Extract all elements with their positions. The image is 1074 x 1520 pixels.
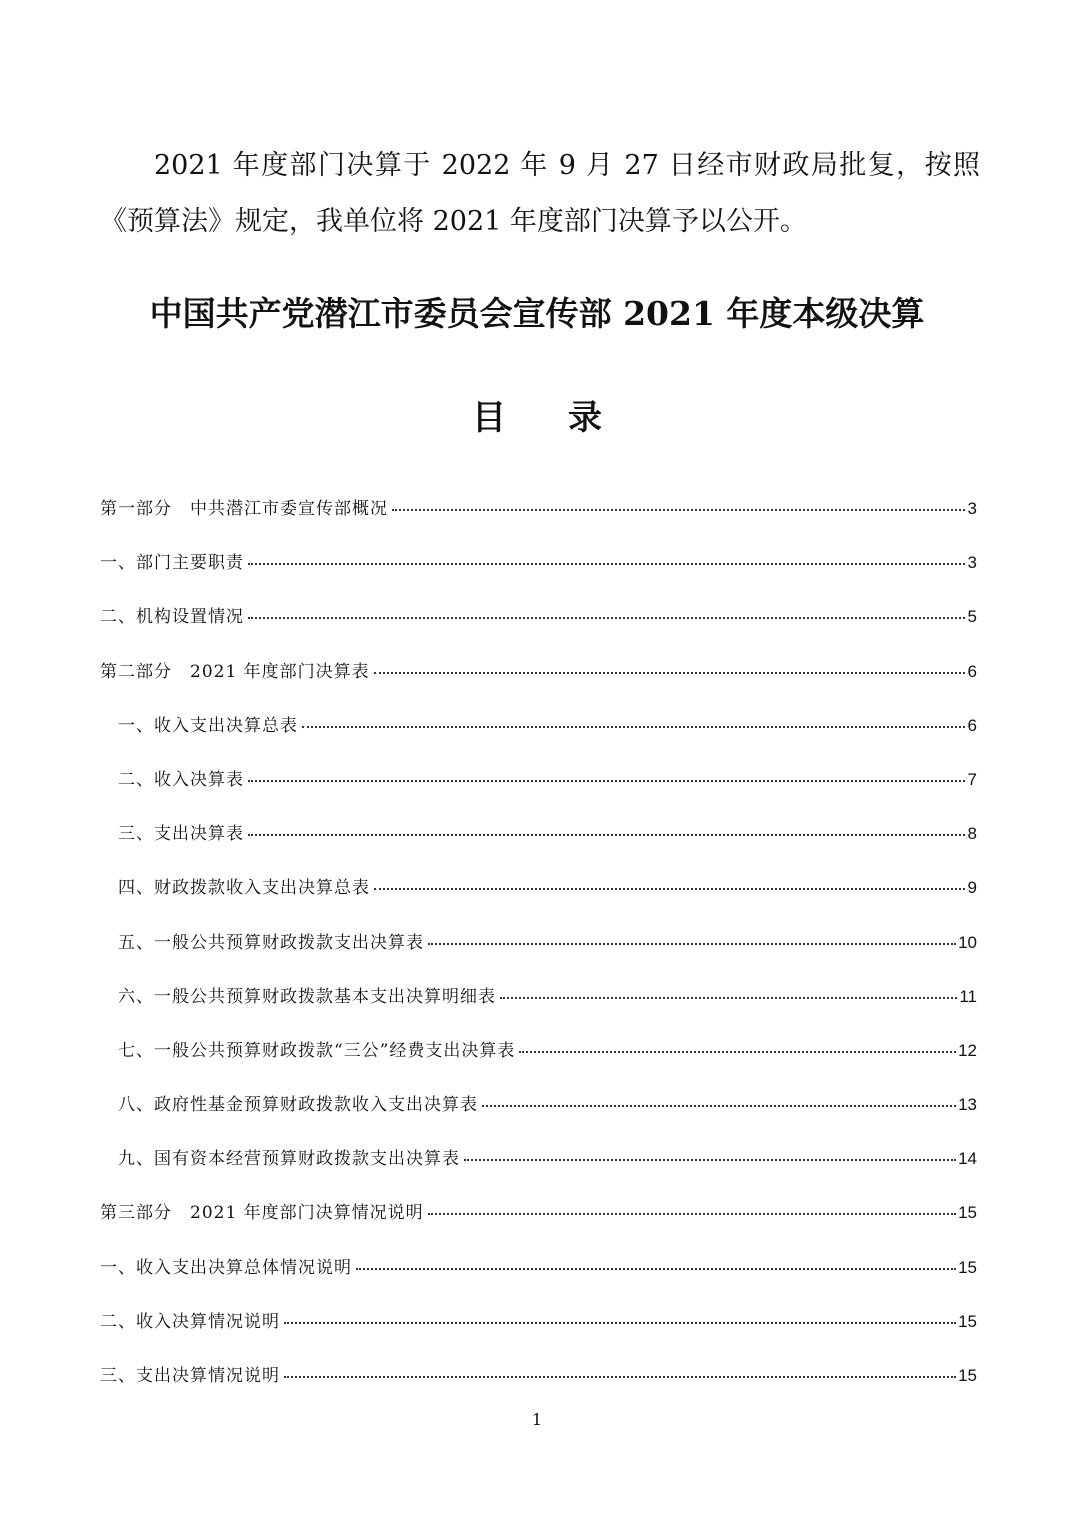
toc-heading-right: 录 xyxy=(568,398,602,438)
dot-leader xyxy=(500,997,957,999)
toc-entry-page: 6 xyxy=(967,661,977,681)
toc-entry-label: 一、收入支出决算总表 xyxy=(118,715,298,736)
toc-entry-label: 第三部分 2021 年度部门决算情况说明 xyxy=(100,1203,424,1224)
toc-entry-main-duties[interactable] xyxy=(100,548,977,602)
toc-entry-table-7[interactable] xyxy=(100,1036,977,1090)
toc-entry-page: 12 xyxy=(958,1040,977,1060)
toc-entry-page: 5 xyxy=(967,607,977,627)
toc-entry-label: 四、财政拨款收入支出决算总表 xyxy=(118,878,370,899)
toc-entry-label: 七、一般公共预算财政拨款“三公”经费支出决算表 xyxy=(118,1040,516,1061)
dot-leader xyxy=(428,1213,956,1215)
dot-leader xyxy=(374,672,965,674)
dot-leader xyxy=(519,1051,956,1053)
toc-heading-left: 目 xyxy=(472,398,506,438)
dot-leader xyxy=(464,1159,956,1161)
dot-leader xyxy=(248,563,965,565)
toc-entry-label: 三、支出决算表 xyxy=(118,824,244,845)
toc-entry-label: 五、一般公共预算财政拨款支出决算表 xyxy=(118,932,424,953)
dot-leader xyxy=(392,509,965,511)
toc-entry-page: 3 xyxy=(967,499,977,518)
toc-entry-page: 14 xyxy=(958,1149,977,1169)
toc-entry-org-setup[interactable] xyxy=(100,602,977,656)
toc-entry-label: 二、收入决算情况说明 xyxy=(100,1311,280,1332)
toc-entry-page: 9 xyxy=(967,878,977,898)
dot-leader xyxy=(248,780,965,782)
toc-entry-page: 15 xyxy=(958,1257,977,1277)
toc-entry-page: 15 xyxy=(958,1203,977,1223)
dot-leader xyxy=(356,1268,956,1270)
table-of-contents xyxy=(100,494,977,1415)
toc-entry-table-9[interactable] xyxy=(100,1144,977,1198)
toc-entry-page: 7 xyxy=(967,769,977,789)
toc-entry-page: 15 xyxy=(958,1311,977,1331)
toc-entry-table-5[interactable] xyxy=(100,928,977,982)
toc-entry-label: 九、国有资本经营预算财政拨款支出决算表 xyxy=(118,1149,460,1170)
toc-entry-overall-explanation[interactable] xyxy=(100,1253,977,1307)
toc-heading xyxy=(0,390,1074,439)
toc-entry-expenditure-explanation[interactable] xyxy=(100,1361,977,1415)
toc-entry-label: 二、机构设置情况 xyxy=(100,607,244,628)
toc-entry-label: 六、一般公共预算财政拨款基本支出决算明细表 xyxy=(118,986,496,1007)
toc-entry-page: 13 xyxy=(958,1095,977,1115)
toc-entry-table-1[interactable] xyxy=(100,711,977,765)
intro-paragraph: 2021 年度部门决算于 2022 年 9 月 27 日经市财政局批复，按照《预算法》规定，我单位将 2021 年度部门决算予以公开。 xyxy=(100,150,980,237)
toc-entry-page: 6 xyxy=(967,715,977,735)
toc-entry-part2[interactable] xyxy=(100,657,977,711)
dot-leader xyxy=(302,726,965,728)
toc-entry-label: 三、支出决算情况说明 xyxy=(100,1366,280,1386)
dot-leader xyxy=(374,888,965,890)
toc-entry-page: 11 xyxy=(959,986,977,1006)
toc-entry-label: 一、收入支出决算总体情况说明 xyxy=(100,1257,352,1278)
toc-entry-page: 8 xyxy=(967,824,977,844)
toc-entry-label: 二、收入决算表 xyxy=(118,769,244,790)
toc-entry-page: 10 xyxy=(958,932,977,952)
dot-leader xyxy=(248,617,965,619)
toc-entry-part1[interactable] xyxy=(100,494,977,548)
toc-entry-label: 第二部分 2021 年度部门决算表 xyxy=(100,661,370,682)
toc-entry-label: 八、政府性基金预算财政拨款收入支出决算表 xyxy=(118,1095,478,1116)
page-number: 1 xyxy=(531,1410,543,1429)
dot-leader xyxy=(284,1376,956,1378)
dot-leader xyxy=(284,1322,956,1324)
toc-entry-table-8[interactable] xyxy=(100,1090,977,1144)
dot-leader xyxy=(248,834,965,836)
dot-leader xyxy=(428,943,956,945)
document-title: 中国共产党潜江市委员会宣传部 2021 年度本级决算 xyxy=(149,294,925,333)
dot-leader xyxy=(482,1105,956,1107)
toc-entry-page: 3 xyxy=(967,553,977,573)
toc-entry-page: 15 xyxy=(958,1366,977,1385)
toc-entry-income-explanation[interactable] xyxy=(100,1307,977,1361)
toc-entry-label: 一、部门主要职责 xyxy=(100,553,244,574)
toc-entry-table-4[interactable] xyxy=(100,873,977,927)
toc-entry-table-2[interactable] xyxy=(100,765,977,819)
toc-entry-table-6[interactable] xyxy=(100,982,977,1036)
toc-entry-part3[interactable] xyxy=(100,1198,977,1252)
toc-entry-label: 第一部分 中共潜江市委宣传部概况 xyxy=(100,499,388,519)
toc-entry-table-3[interactable] xyxy=(100,819,977,873)
